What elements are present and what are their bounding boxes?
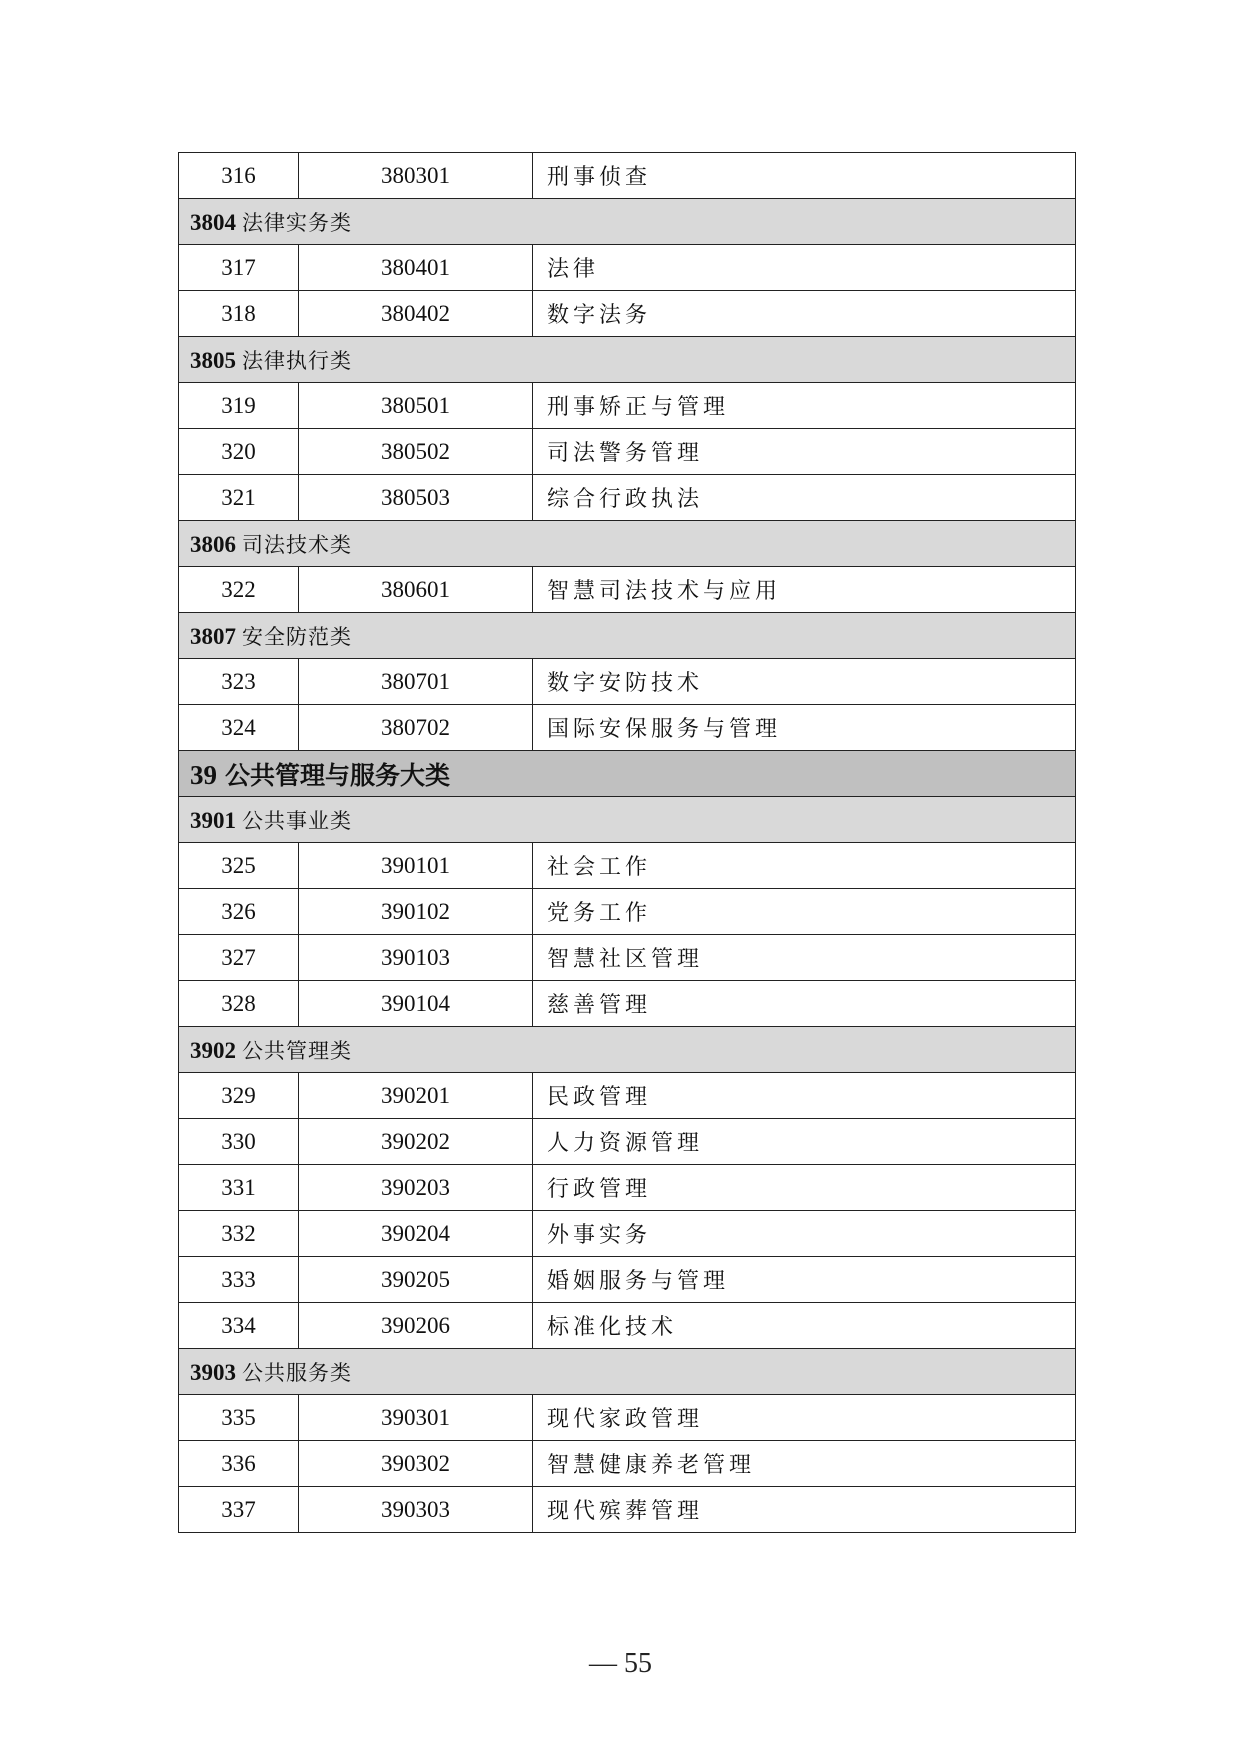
row-seq-number: 327 — [179, 935, 299, 981]
program-name: 党务工作 — [533, 889, 1076, 935]
row-seq-number: 326 — [179, 889, 299, 935]
major-category-name: 公共管理与服务大类 — [225, 760, 451, 790]
category-heading — [179, 1349, 1076, 1395]
row-seq-number: 333 — [179, 1257, 299, 1303]
table-row — [179, 1165, 1076, 1211]
category-name: 司法技术类 — [242, 532, 352, 557]
page-number: — 55 — [589, 1648, 652, 1679]
program-name: 智慧健康养老管理 — [533, 1441, 1076, 1487]
program-name: 现代殡葬管理 — [533, 1487, 1076, 1533]
program-code: 390103 — [299, 935, 533, 981]
table-row — [179, 429, 1076, 475]
row-seq-number: 324 — [179, 705, 299, 751]
category-code: 3805 — [190, 347, 236, 373]
program-code: 390102 — [299, 889, 533, 935]
program-name: 民政管理 — [533, 1073, 1076, 1119]
row-seq-number: 332 — [179, 1211, 299, 1257]
row-seq-number: 322 — [179, 567, 299, 613]
row-seq-number: 316 — [179, 153, 299, 199]
table-row — [179, 705, 1076, 751]
table-row — [179, 843, 1076, 889]
program-code: 390101 — [299, 843, 533, 889]
program-code: 390202 — [299, 1119, 533, 1165]
table-row — [179, 383, 1076, 429]
program-name: 智慧社区管理 — [533, 935, 1076, 981]
program-code: 380501 — [299, 383, 533, 429]
category-name: 公共事业类 — [242, 808, 352, 833]
table-row — [179, 567, 1076, 613]
category-row — [179, 1027, 1076, 1073]
table-row — [179, 1257, 1076, 1303]
program-code: 380402 — [299, 291, 533, 337]
category-row — [179, 337, 1076, 383]
table-row — [179, 1487, 1076, 1533]
table-row — [179, 153, 1076, 199]
program-name: 外事实务 — [533, 1211, 1076, 1257]
row-seq-number: 334 — [179, 1303, 299, 1349]
row-seq-number: 337 — [179, 1487, 299, 1533]
row-seq-number: 319 — [179, 383, 299, 429]
category-row — [179, 199, 1076, 245]
table-row — [179, 935, 1076, 981]
category-heading — [179, 1027, 1076, 1073]
category-name: 法律实务类 — [242, 210, 352, 235]
row-seq-number: 321 — [179, 475, 299, 521]
table-row — [179, 889, 1076, 935]
program-code: 380702 — [299, 705, 533, 751]
category-row — [179, 797, 1076, 843]
row-seq-number: 317 — [179, 245, 299, 291]
program-name: 数字安防技术 — [533, 659, 1076, 705]
program-code: 380503 — [299, 475, 533, 521]
program-name: 国际安保服务与管理 — [533, 705, 1076, 751]
major-category-code: 39 — [190, 759, 217, 790]
category-code: 3804 — [190, 209, 236, 235]
row-seq-number: 318 — [179, 291, 299, 337]
program-catalog-table — [178, 152, 1076, 1533]
major-category-row — [179, 751, 1076, 797]
category-heading — [179, 797, 1076, 843]
program-name: 智慧司法技术与应用 — [533, 567, 1076, 613]
table-row — [179, 291, 1076, 337]
category-name: 安全防范类 — [242, 624, 352, 649]
category-heading — [179, 521, 1076, 567]
table-row — [179, 981, 1076, 1027]
category-code: 3902 — [190, 1037, 236, 1063]
program-code: 390206 — [299, 1303, 533, 1349]
program-name: 行政管理 — [533, 1165, 1076, 1211]
major-category-heading — [179, 751, 1076, 797]
row-seq-number: 328 — [179, 981, 299, 1027]
table-row — [179, 475, 1076, 521]
program-name: 现代家政管理 — [533, 1395, 1076, 1441]
table-row — [179, 1395, 1076, 1441]
category-heading — [179, 613, 1076, 659]
program-code: 380401 — [299, 245, 533, 291]
category-code: 3807 — [190, 623, 236, 649]
row-seq-number: 323 — [179, 659, 299, 705]
program-code: 380301 — [299, 153, 533, 199]
row-seq-number: 330 — [179, 1119, 299, 1165]
category-code: 3806 — [190, 531, 236, 557]
row-seq-number: 336 — [179, 1441, 299, 1487]
program-name: 刑事矫正与管理 — [533, 383, 1076, 429]
program-name: 人力资源管理 — [533, 1119, 1076, 1165]
row-seq-number: 325 — [179, 843, 299, 889]
program-name: 刑事侦查 — [533, 153, 1076, 199]
row-seq-number: 331 — [179, 1165, 299, 1211]
program-code: 390104 — [299, 981, 533, 1027]
program-name: 社会工作 — [533, 843, 1076, 889]
table-row — [179, 659, 1076, 705]
table-row — [179, 1303, 1076, 1349]
row-seq-number: 320 — [179, 429, 299, 475]
program-name: 综合行政执法 — [533, 475, 1076, 521]
row-seq-number: 329 — [179, 1073, 299, 1119]
program-code: 390301 — [299, 1395, 533, 1441]
program-code: 390203 — [299, 1165, 533, 1211]
program-code: 390201 — [299, 1073, 533, 1119]
table-row — [179, 245, 1076, 291]
program-code: 390205 — [299, 1257, 533, 1303]
program-name: 标准化技术 — [533, 1303, 1076, 1349]
program-code: 380701 — [299, 659, 533, 705]
category-row — [179, 1349, 1076, 1395]
program-code: 390303 — [299, 1487, 533, 1533]
table-row — [179, 1073, 1076, 1119]
table-row — [179, 1211, 1076, 1257]
category-row — [179, 613, 1076, 659]
category-code: 3903 — [190, 1359, 236, 1385]
category-heading — [179, 337, 1076, 383]
program-code: 390302 — [299, 1441, 533, 1487]
program-name: 慈善管理 — [533, 981, 1076, 1027]
program-code: 380502 — [299, 429, 533, 475]
program-name: 数字法务 — [533, 291, 1076, 337]
category-heading — [179, 199, 1076, 245]
program-code: 390204 — [299, 1211, 533, 1257]
category-code: 3901 — [190, 807, 236, 833]
category-name: 公共管理类 — [242, 1038, 352, 1063]
category-name: 法律执行类 — [242, 348, 352, 373]
program-code: 380601 — [299, 567, 533, 613]
program-name: 婚姻服务与管理 — [533, 1257, 1076, 1303]
row-seq-number: 335 — [179, 1395, 299, 1441]
category-name: 公共服务类 — [242, 1360, 352, 1385]
program-name: 法律 — [533, 245, 1076, 291]
table-row — [179, 1441, 1076, 1487]
program-catalog-body — [179, 153, 1076, 1533]
table-row — [179, 1119, 1076, 1165]
category-row — [179, 521, 1076, 567]
program-name: 司法警务管理 — [533, 429, 1076, 475]
